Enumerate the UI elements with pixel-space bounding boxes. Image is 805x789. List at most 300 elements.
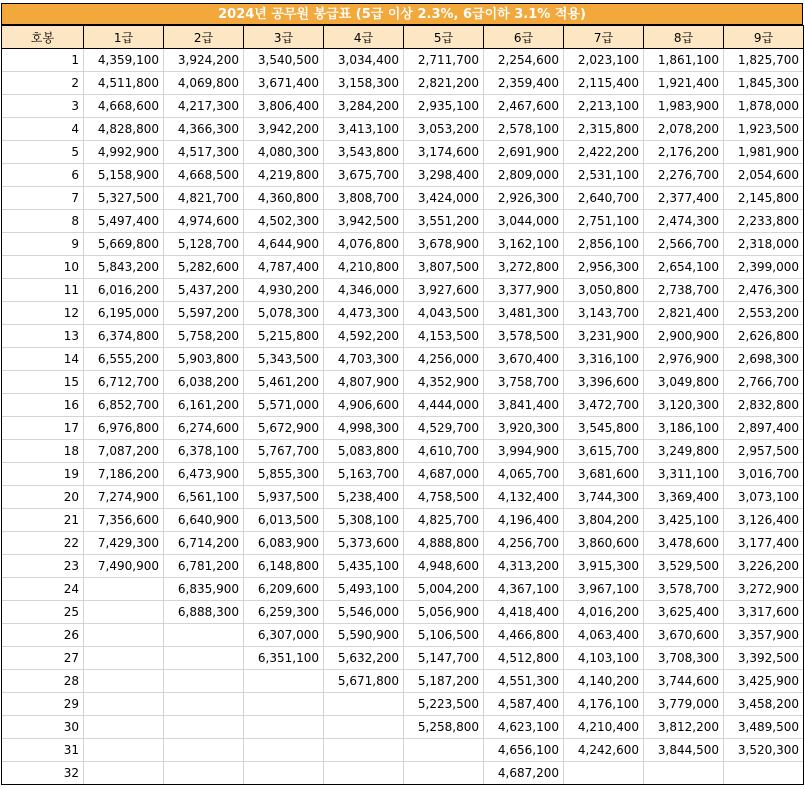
salary-cell[interactable]: 3,369,400: [644, 486, 724, 509]
salary-cell[interactable]: 5,258,800: [404, 716, 484, 739]
salary-cell[interactable]: 3,458,200: [724, 693, 804, 716]
salary-cell[interactable]: 2,531,100: [564, 164, 644, 187]
salary-cell[interactable]: 3,481,300: [484, 302, 564, 325]
salary-cell[interactable]: 1,983,900: [644, 95, 724, 118]
salary-cell[interactable]: [404, 762, 484, 785]
salary-cell[interactable]: [164, 647, 244, 670]
salary-cell[interactable]: 4,352,900: [404, 371, 484, 394]
salary-cell[interactable]: 4,511,800: [84, 72, 164, 95]
salary-cell[interactable]: 7,087,200: [84, 440, 164, 463]
salary-cell[interactable]: 4,529,700: [404, 417, 484, 440]
salary-cell[interactable]: 4,703,300: [324, 348, 404, 371]
salary-cell[interactable]: 5,758,200: [164, 325, 244, 348]
salary-cell[interactable]: 4,043,500: [404, 302, 484, 325]
salary-cell[interactable]: [324, 693, 404, 716]
step-cell[interactable]: 29: [2, 693, 84, 716]
salary-cell[interactable]: [324, 716, 404, 739]
salary-cell[interactable]: 3,578,500: [484, 325, 564, 348]
salary-cell[interactable]: 3,942,200: [244, 118, 324, 141]
salary-cell[interactable]: 3,708,300: [644, 647, 724, 670]
header-grade-5[interactable]: 5급: [404, 26, 484, 49]
step-cell[interactable]: 7: [2, 187, 84, 210]
salary-cell[interactable]: 3,311,100: [644, 463, 724, 486]
salary-cell[interactable]: 6,013,500: [244, 509, 324, 532]
salary-cell[interactable]: 2,626,800: [724, 325, 804, 348]
header-grade-7[interactable]: 7급: [564, 26, 644, 49]
salary-cell[interactable]: 3,841,400: [484, 394, 564, 417]
salary-cell[interactable]: 4,623,100: [484, 716, 564, 739]
salary-cell[interactable]: 2,900,900: [644, 325, 724, 348]
salary-cell[interactable]: 5,461,200: [244, 371, 324, 394]
salary-cell[interactable]: 6,259,300: [244, 601, 324, 624]
salary-cell[interactable]: 4,517,300: [164, 141, 244, 164]
salary-cell[interactable]: 7,429,300: [84, 532, 164, 555]
salary-cell[interactable]: 6,781,200: [164, 555, 244, 578]
salary-cell[interactable]: 2,318,000: [724, 233, 804, 256]
step-cell[interactable]: 20: [2, 486, 84, 509]
salary-cell[interactable]: 2,821,200: [404, 72, 484, 95]
salary-cell[interactable]: [84, 670, 164, 693]
salary-cell[interactable]: [164, 762, 244, 785]
salary-cell[interactable]: 6,378,100: [164, 440, 244, 463]
salary-cell[interactable]: 3,578,700: [644, 578, 724, 601]
salary-cell[interactable]: 3,317,600: [724, 601, 804, 624]
salary-cell[interactable]: 3,967,100: [564, 578, 644, 601]
salary-cell[interactable]: 4,153,500: [404, 325, 484, 348]
salary-cell[interactable]: 3,120,300: [644, 394, 724, 417]
salary-cell[interactable]: [244, 716, 324, 739]
salary-cell[interactable]: 3,186,100: [644, 417, 724, 440]
header-grade-8[interactable]: 8급: [644, 26, 724, 49]
salary-cell[interactable]: 5,855,300: [244, 463, 324, 486]
salary-cell[interactable]: 4,080,300: [244, 141, 324, 164]
salary-cell[interactable]: 4,998,300: [324, 417, 404, 440]
step-cell[interactable]: 3: [2, 95, 84, 118]
salary-cell[interactable]: 4,065,700: [484, 463, 564, 486]
salary-cell[interactable]: 4,656,100: [484, 739, 564, 762]
salary-cell[interactable]: 3,472,700: [564, 394, 644, 417]
salary-cell[interactable]: 6,209,600: [244, 578, 324, 601]
salary-cell[interactable]: 5,497,400: [84, 210, 164, 233]
salary-cell[interactable]: 3,298,400: [404, 164, 484, 187]
salary-cell[interactable]: 4,687,200: [484, 762, 564, 785]
salary-cell[interactable]: 2,691,900: [484, 141, 564, 164]
salary-cell[interactable]: [644, 762, 724, 785]
salary-cell[interactable]: 4,132,400: [484, 486, 564, 509]
header-grade-4[interactable]: 4급: [324, 26, 404, 49]
salary-cell[interactable]: 2,738,700: [644, 279, 724, 302]
salary-cell[interactable]: 3,670,400: [484, 348, 564, 371]
salary-cell[interactable]: 4,367,100: [484, 578, 564, 601]
salary-cell[interactable]: [324, 762, 404, 785]
salary-cell[interactable]: 4,787,400: [244, 256, 324, 279]
salary-cell[interactable]: 5,843,200: [84, 256, 164, 279]
salary-cell[interactable]: 3,073,100: [724, 486, 804, 509]
salary-cell[interactable]: 2,935,100: [404, 95, 484, 118]
salary-cell[interactable]: 3,226,200: [724, 555, 804, 578]
salary-cell[interactable]: 3,744,600: [644, 670, 724, 693]
salary-cell[interactable]: 3,927,600: [404, 279, 484, 302]
salary-cell[interactable]: 3,615,700: [564, 440, 644, 463]
salary-cell[interactable]: [564, 762, 644, 785]
salary-cell[interactable]: 5,546,000: [324, 601, 404, 624]
salary-cell[interactable]: 6,473,900: [164, 463, 244, 486]
salary-cell[interactable]: 5,158,900: [84, 164, 164, 187]
salary-cell[interactable]: 5,282,600: [164, 256, 244, 279]
salary-cell[interactable]: [84, 739, 164, 762]
salary-cell[interactable]: 5,903,800: [164, 348, 244, 371]
salary-cell[interactable]: 2,176,200: [644, 141, 724, 164]
salary-cell[interactable]: 3,049,800: [644, 371, 724, 394]
salary-cell[interactable]: [244, 693, 324, 716]
salary-cell[interactable]: 4,828,800: [84, 118, 164, 141]
salary-cell[interactable]: 3,357,900: [724, 624, 804, 647]
salary-cell[interactable]: 4,256,000: [404, 348, 484, 371]
salary-cell[interactable]: 2,399,000: [724, 256, 804, 279]
salary-cell[interactable]: 3,551,200: [404, 210, 484, 233]
salary-cell[interactable]: [724, 762, 804, 785]
salary-cell[interactable]: 2,254,600: [484, 49, 564, 72]
salary-cell[interactable]: 3,860,600: [564, 532, 644, 555]
salary-cell[interactable]: 2,809,000: [484, 164, 564, 187]
salary-cell[interactable]: 2,054,600: [724, 164, 804, 187]
salary-cell[interactable]: 3,413,100: [324, 118, 404, 141]
salary-cell[interactable]: 3,396,600: [564, 371, 644, 394]
salary-cell[interactable]: 7,356,600: [84, 509, 164, 532]
salary-cell[interactable]: 3,489,500: [724, 716, 804, 739]
salary-cell[interactable]: 2,566,700: [644, 233, 724, 256]
salary-cell[interactable]: 5,327,500: [84, 187, 164, 210]
salary-cell[interactable]: 4,668,500: [164, 164, 244, 187]
salary-cell[interactable]: 6,307,000: [244, 624, 324, 647]
salary-cell[interactable]: 1,861,100: [644, 49, 724, 72]
salary-cell[interactable]: 4,444,000: [404, 394, 484, 417]
header-grade-9[interactable]: 9급: [724, 26, 804, 49]
salary-cell[interactable]: 4,610,700: [404, 440, 484, 463]
salary-cell[interactable]: 3,942,500: [324, 210, 404, 233]
step-cell[interactable]: 9: [2, 233, 84, 256]
step-cell[interactable]: 28: [2, 670, 84, 693]
salary-cell[interactable]: 3,529,500: [644, 555, 724, 578]
header-grade-3[interactable]: 3급: [244, 26, 324, 49]
salary-cell[interactable]: 3,844,500: [644, 739, 724, 762]
salary-cell[interactable]: 4,512,800: [484, 647, 564, 670]
salary-cell[interactable]: 5,004,200: [404, 578, 484, 601]
step-cell[interactable]: 15: [2, 371, 84, 394]
salary-cell[interactable]: 3,143,700: [564, 302, 644, 325]
salary-cell[interactable]: 6,640,900: [164, 509, 244, 532]
salary-cell[interactable]: 4,196,400: [484, 509, 564, 532]
step-cell[interactable]: 32: [2, 762, 84, 785]
salary-cell[interactable]: 3,284,200: [324, 95, 404, 118]
step-cell[interactable]: 12: [2, 302, 84, 325]
salary-cell[interactable]: 3,545,800: [564, 417, 644, 440]
salary-cell[interactable]: 2,956,300: [564, 256, 644, 279]
salary-cell[interactable]: 1,825,700: [724, 49, 804, 72]
salary-cell[interactable]: 5,437,200: [164, 279, 244, 302]
salary-cell[interactable]: [164, 693, 244, 716]
salary-cell[interactable]: 2,957,500: [724, 440, 804, 463]
salary-cell[interactable]: 3,377,900: [484, 279, 564, 302]
salary-cell[interactable]: 2,766,700: [724, 371, 804, 394]
salary-cell[interactable]: 1,981,900: [724, 141, 804, 164]
salary-cell[interactable]: 6,555,200: [84, 348, 164, 371]
salary-cell[interactable]: 3,681,600: [564, 463, 644, 486]
salary-cell[interactable]: 3,478,600: [644, 532, 724, 555]
salary-cell[interactable]: 3,272,800: [484, 256, 564, 279]
salary-cell[interactable]: 5,669,800: [84, 233, 164, 256]
salary-cell[interactable]: 6,016,200: [84, 279, 164, 302]
sheet-title[interactable]: 2024년 공무원 봉급표 (5급 이상 2.3%, 6급이하 3.1% 적용): [1, 3, 803, 25]
salary-cell[interactable]: 2,467,600: [484, 95, 564, 118]
salary-cell[interactable]: [84, 624, 164, 647]
step-cell[interactable]: 14: [2, 348, 84, 371]
salary-cell[interactable]: 5,128,700: [164, 233, 244, 256]
salary-cell[interactable]: 4,807,900: [324, 371, 404, 394]
salary-cell[interactable]: 4,906,600: [324, 394, 404, 417]
step-cell[interactable]: 13: [2, 325, 84, 348]
salary-cell[interactable]: 3,670,600: [644, 624, 724, 647]
salary-cell[interactable]: 6,148,800: [244, 555, 324, 578]
salary-cell[interactable]: 3,804,200: [564, 509, 644, 532]
step-cell[interactable]: 18: [2, 440, 84, 463]
salary-cell[interactable]: 3,016,700: [724, 463, 804, 486]
salary-cell[interactable]: [84, 716, 164, 739]
step-cell[interactable]: 23: [2, 555, 84, 578]
salary-cell[interactable]: 3,920,300: [484, 417, 564, 440]
step-cell[interactable]: 10: [2, 256, 84, 279]
salary-cell[interactable]: 4,948,600: [404, 555, 484, 578]
salary-cell[interactable]: 5,308,100: [324, 509, 404, 532]
salary-cell[interactable]: 2,711,700: [404, 49, 484, 72]
salary-cell[interactable]: 2,377,400: [644, 187, 724, 210]
salary-cell[interactable]: 4,587,400: [484, 693, 564, 716]
salary-cell[interactable]: 2,213,100: [564, 95, 644, 118]
salary-cell[interactable]: 5,435,100: [324, 555, 404, 578]
salary-cell[interactable]: 2,578,100: [484, 118, 564, 141]
salary-cell[interactable]: 4,687,000: [404, 463, 484, 486]
salary-cell[interactable]: [84, 601, 164, 624]
salary-cell[interactable]: 2,023,100: [564, 49, 644, 72]
salary-cell[interactable]: 4,974,600: [164, 210, 244, 233]
salary-cell[interactable]: 4,346,000: [324, 279, 404, 302]
salary-cell[interactable]: 5,493,100: [324, 578, 404, 601]
salary-cell[interactable]: 4,242,600: [564, 739, 644, 762]
salary-cell[interactable]: 3,034,400: [324, 49, 404, 72]
salary-cell[interactable]: 3,425,900: [724, 670, 804, 693]
salary-cell[interactable]: 6,888,300: [164, 601, 244, 624]
salary-cell[interactable]: 3,126,400: [724, 509, 804, 532]
salary-cell[interactable]: 3,424,000: [404, 187, 484, 210]
salary-cell[interactable]: [84, 578, 164, 601]
salary-cell[interactable]: 4,140,200: [564, 670, 644, 693]
salary-cell[interactable]: [164, 624, 244, 647]
step-cell[interactable]: 25: [2, 601, 84, 624]
salary-cell[interactable]: [84, 693, 164, 716]
salary-cell[interactable]: 6,374,800: [84, 325, 164, 348]
salary-cell[interactable]: 6,195,000: [84, 302, 164, 325]
salary-cell[interactable]: 3,272,900: [724, 578, 804, 601]
salary-cell[interactable]: 2,832,800: [724, 394, 804, 417]
salary-cell[interactable]: 4,466,800: [484, 624, 564, 647]
step-cell[interactable]: 6: [2, 164, 84, 187]
salary-cell[interactable]: [244, 739, 324, 762]
salary-cell[interactable]: 7,186,200: [84, 463, 164, 486]
salary-cell[interactable]: 3,520,300: [724, 739, 804, 762]
salary-cell[interactable]: 4,219,800: [244, 164, 324, 187]
salary-cell[interactable]: 5,672,900: [244, 417, 324, 440]
salary-cell[interactable]: 7,490,900: [84, 555, 164, 578]
step-cell[interactable]: 30: [2, 716, 84, 739]
salary-cell[interactable]: 5,106,500: [404, 624, 484, 647]
step-cell[interactable]: 22: [2, 532, 84, 555]
salary-cell[interactable]: 7,274,900: [84, 486, 164, 509]
salary-cell[interactable]: 6,852,700: [84, 394, 164, 417]
salary-cell[interactable]: 6,274,600: [164, 417, 244, 440]
salary-cell[interactable]: 3,177,400: [724, 532, 804, 555]
salary-cell[interactable]: 4,551,300: [484, 670, 564, 693]
salary-cell[interactable]: 2,856,100: [564, 233, 644, 256]
salary-cell[interactable]: 4,366,300: [164, 118, 244, 141]
salary-cell[interactable]: 3,540,500: [244, 49, 324, 72]
salary-cell[interactable]: 3,671,400: [244, 72, 324, 95]
salary-cell[interactable]: 2,145,800: [724, 187, 804, 210]
salary-cell[interactable]: 4,359,100: [84, 49, 164, 72]
salary-cell[interactable]: [84, 762, 164, 785]
salary-cell[interactable]: 6,714,200: [164, 532, 244, 555]
salary-cell[interactable]: 3,807,500: [404, 256, 484, 279]
step-cell[interactable]: 2: [2, 72, 84, 95]
salary-cell[interactable]: 3,812,200: [644, 716, 724, 739]
salary-cell[interactable]: 3,543,800: [324, 141, 404, 164]
step-cell[interactable]: 21: [2, 509, 84, 532]
salary-cell[interactable]: 2,821,400: [644, 302, 724, 325]
salary-cell[interactable]: 5,223,500: [404, 693, 484, 716]
salary-cell[interactable]: 4,256,700: [484, 532, 564, 555]
salary-cell[interactable]: 5,083,800: [324, 440, 404, 463]
salary-cell[interactable]: 6,976,800: [84, 417, 164, 440]
salary-cell[interactable]: 5,632,200: [324, 647, 404, 670]
salary-cell[interactable]: 4,502,300: [244, 210, 324, 233]
step-cell[interactable]: 11: [2, 279, 84, 302]
header-grade-6[interactable]: 6급: [484, 26, 564, 49]
salary-cell[interactable]: [84, 647, 164, 670]
salary-cell[interactable]: 5,078,300: [244, 302, 324, 325]
salary-cell[interactable]: 5,767,700: [244, 440, 324, 463]
salary-cell[interactable]: 2,897,400: [724, 417, 804, 440]
salary-cell[interactable]: 5,671,800: [324, 670, 404, 693]
salary-cell[interactable]: 6,351,100: [244, 647, 324, 670]
salary-cell[interactable]: [164, 739, 244, 762]
step-cell[interactable]: 5: [2, 141, 84, 164]
salary-cell[interactable]: 2,976,900: [644, 348, 724, 371]
salary-cell[interactable]: 2,422,200: [564, 141, 644, 164]
salary-cell[interactable]: 5,597,200: [164, 302, 244, 325]
salary-cell[interactable]: 6,038,200: [164, 371, 244, 394]
salary-cell[interactable]: 6,161,200: [164, 394, 244, 417]
header-grade-1[interactable]: 1급: [84, 26, 164, 49]
salary-cell[interactable]: 2,640,700: [564, 187, 644, 210]
salary-cell[interactable]: 2,698,300: [724, 348, 804, 371]
salary-cell[interactable]: 3,675,700: [324, 164, 404, 187]
salary-cell[interactable]: [324, 739, 404, 762]
salary-cell[interactable]: 5,147,700: [404, 647, 484, 670]
salary-cell[interactable]: [164, 716, 244, 739]
salary-cell[interactable]: 5,343,500: [244, 348, 324, 371]
salary-cell[interactable]: 3,758,700: [484, 371, 564, 394]
header-grade-2[interactable]: 2급: [164, 26, 244, 49]
salary-cell[interactable]: 3,779,000: [644, 693, 724, 716]
salary-cell[interactable]: 4,992,900: [84, 141, 164, 164]
step-cell[interactable]: 27: [2, 647, 84, 670]
salary-cell[interactable]: 4,825,700: [404, 509, 484, 532]
salary-cell[interactable]: [164, 670, 244, 693]
salary-cell[interactable]: 3,044,000: [484, 210, 564, 233]
salary-cell[interactable]: 2,751,100: [564, 210, 644, 233]
salary-cell[interactable]: 3,425,100: [644, 509, 724, 532]
salary-cell[interactable]: 6,835,900: [164, 578, 244, 601]
salary-cell[interactable]: 3,744,300: [564, 486, 644, 509]
salary-cell[interactable]: 4,063,400: [564, 624, 644, 647]
salary-cell[interactable]: 6,712,700: [84, 371, 164, 394]
salary-cell[interactable]: 2,315,800: [564, 118, 644, 141]
salary-cell[interactable]: 3,392,500: [724, 647, 804, 670]
salary-cell[interactable]: 4,930,200: [244, 279, 324, 302]
salary-cell[interactable]: 2,078,200: [644, 118, 724, 141]
step-cell[interactable]: 4: [2, 118, 84, 141]
salary-cell[interactable]: [404, 739, 484, 762]
salary-cell[interactable]: 3,231,900: [564, 325, 644, 348]
salary-cell[interactable]: 1,845,300: [724, 72, 804, 95]
salary-cell[interactable]: 2,926,300: [484, 187, 564, 210]
step-cell[interactable]: 8: [2, 210, 84, 233]
salary-cell[interactable]: 5,238,400: [324, 486, 404, 509]
salary-cell[interactable]: 6,083,900: [244, 532, 324, 555]
salary-cell[interactable]: 2,233,800: [724, 210, 804, 233]
salary-cell[interactable]: 3,158,300: [324, 72, 404, 95]
salary-cell[interactable]: 3,316,100: [564, 348, 644, 371]
salary-cell[interactable]: 4,076,800: [324, 233, 404, 256]
salary-cell[interactable]: 5,937,500: [244, 486, 324, 509]
salary-cell[interactable]: 5,187,200: [404, 670, 484, 693]
salary-cell[interactable]: 5,056,900: [404, 601, 484, 624]
salary-cell[interactable]: 4,313,200: [484, 555, 564, 578]
salary-cell[interactable]: 4,668,600: [84, 95, 164, 118]
salary-cell[interactable]: 1,878,000: [724, 95, 804, 118]
step-cell[interactable]: 16: [2, 394, 84, 417]
salary-cell[interactable]: 2,115,400: [564, 72, 644, 95]
salary-cell[interactable]: 2,276,700: [644, 164, 724, 187]
salary-cell[interactable]: 4,644,900: [244, 233, 324, 256]
salary-cell[interactable]: 4,418,400: [484, 601, 564, 624]
salary-cell[interactable]: 4,016,200: [564, 601, 644, 624]
salary-cell[interactable]: 4,176,100: [564, 693, 644, 716]
salary-cell[interactable]: 5,373,600: [324, 532, 404, 555]
salary-cell[interactable]: 4,210,400: [564, 716, 644, 739]
salary-cell[interactable]: 4,217,300: [164, 95, 244, 118]
salary-cell[interactable]: 3,625,400: [644, 601, 724, 624]
salary-cell[interactable]: 4,592,200: [324, 325, 404, 348]
step-cell[interactable]: 26: [2, 624, 84, 647]
salary-cell[interactable]: 1,921,400: [644, 72, 724, 95]
salary-cell[interactable]: 2,474,300: [644, 210, 724, 233]
salary-cell[interactable]: 4,360,800: [244, 187, 324, 210]
salary-cell[interactable]: 3,924,200: [164, 49, 244, 72]
header-step[interactable]: 호봉: [2, 26, 84, 49]
salary-cell[interactable]: 3,249,800: [644, 440, 724, 463]
salary-cell[interactable]: 2,359,400: [484, 72, 564, 95]
step-cell[interactable]: 17: [2, 417, 84, 440]
